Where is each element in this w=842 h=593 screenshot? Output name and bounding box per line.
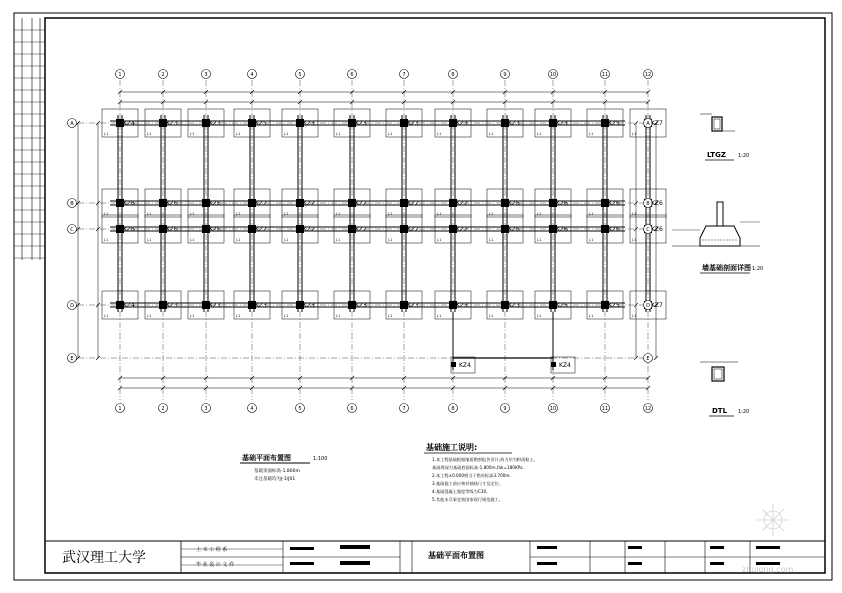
footing-label: J-1 xyxy=(437,132,442,136)
column-label: KZ3 xyxy=(166,302,178,309)
axis-bubble-top-label: 9 xyxy=(503,72,507,78)
stair-column-section xyxy=(551,362,556,367)
footing-label: J-1 xyxy=(336,238,341,242)
column-label: KZ4 xyxy=(123,302,135,309)
axis-bubble-top-label: 10 xyxy=(549,72,557,78)
column-label: KZ5 xyxy=(556,302,568,309)
column-label: KZ6 xyxy=(166,200,178,207)
column-label: KZ2 xyxy=(255,226,267,233)
axis-bubble-top-label: 7 xyxy=(402,72,406,78)
axis-bubble-bottom-label: 8 xyxy=(451,406,455,412)
plan-note-2: 未注基础均为J-1/J01 xyxy=(254,477,296,482)
column-label: KZ3 xyxy=(209,120,221,127)
column-label: KZ3 xyxy=(407,302,419,309)
footing-label: J-1 xyxy=(489,132,494,136)
footing-label: J-1 xyxy=(147,212,152,216)
footing-label: J-1 xyxy=(284,238,289,242)
axis-bubble-bottom-label: 11 xyxy=(601,406,609,412)
column-label: KZ3 xyxy=(508,302,520,309)
binding-strip xyxy=(14,18,45,260)
detail-ltgz-label: LTGZ xyxy=(707,151,726,159)
axis-bubble-left-label: B xyxy=(70,201,74,207)
column-label: KZ4 xyxy=(123,120,135,127)
footing-label: J-1 xyxy=(104,132,109,136)
column-label: KZ3 xyxy=(456,120,468,127)
column-label: KZ4 xyxy=(559,362,571,369)
axis-bubble-right-label: E xyxy=(646,356,650,362)
drawing-name: 基础平面布置图 xyxy=(428,551,484,560)
detail-ltgz xyxy=(700,114,749,160)
axis-bubble-top-label: 1 xyxy=(118,72,122,78)
column-label: KZ2 xyxy=(407,226,419,233)
footing-label: J-1 xyxy=(437,314,442,318)
axis-bubble-bottom-label: 7 xyxy=(402,406,406,412)
column-label: KZ3 xyxy=(166,120,178,127)
stair-column-section xyxy=(451,362,456,367)
column-label: KZ6 xyxy=(123,226,135,233)
axis-bubble-top-label: 2 xyxy=(161,72,165,78)
footing-label: J-1 xyxy=(147,314,152,318)
column-label: KZ7 xyxy=(651,302,663,309)
footing-label: J-1 xyxy=(336,314,341,318)
footing-label: J-1 xyxy=(388,212,393,216)
column-label: KZ6 xyxy=(608,226,620,233)
foundation-plan xyxy=(68,70,667,413)
column-label: KZ6 xyxy=(123,200,135,207)
plan-scale: 1:100 xyxy=(313,456,328,462)
construction-notes xyxy=(424,442,538,503)
column-label: KZ5 xyxy=(255,120,267,127)
detail-dtl xyxy=(700,362,749,416)
column-label: KZ3 xyxy=(303,302,315,309)
note-line: 1.本工程基础根据地质勘察报告设计,持力层为粉质粘土。 xyxy=(432,457,538,462)
column-label: KZ6 xyxy=(651,226,663,233)
axis-bubble-left-label: C xyxy=(70,227,74,233)
axis-bubble-right-label: C xyxy=(646,227,650,233)
footing-label: J-1 xyxy=(236,238,241,242)
footing-label: J-1 xyxy=(336,212,341,216)
footing-label: J-1 xyxy=(632,314,637,318)
axis-bubble-top-label: 12 xyxy=(644,72,652,78)
note-line: 基础埋深为基础底面标高-1.800m,fak=180KPa. xyxy=(432,465,524,470)
axis-bubble-top-label: 4 xyxy=(250,72,254,78)
footing-label: J-1 xyxy=(589,314,594,318)
axis-bubble-left-label: A xyxy=(70,121,74,127)
detail-dtl-label: DTL xyxy=(712,407,728,415)
footing-label: J-1 xyxy=(190,314,195,318)
footing-label: J-1 xyxy=(284,132,289,136)
axis-bubble-right-label: A xyxy=(646,121,650,127)
axis-bubble-top-label: 11 xyxy=(601,72,609,78)
notes-heading: 基础施工说明: xyxy=(426,443,478,452)
footing-label: J-1 xyxy=(190,238,195,242)
column-label: KZ6 xyxy=(166,226,178,233)
footing-label: J-1 xyxy=(147,238,152,242)
footing-label: J-1 xyxy=(632,132,637,136)
footing-label: J-1 xyxy=(190,132,195,136)
axis-bubble-top-label: 3 xyxy=(204,72,208,78)
axis-bubble-top-label: 6 xyxy=(350,72,354,78)
title-block xyxy=(45,541,825,573)
axis-bubble-left-label: E xyxy=(70,356,74,362)
column-label: KZ6 xyxy=(651,200,663,207)
column-label: KZ3 xyxy=(355,120,367,127)
column-label: KZ5 xyxy=(608,302,620,309)
footing-label: J-1 xyxy=(589,238,594,242)
column-label: KZ2 xyxy=(255,200,267,207)
footing-label: J-1 xyxy=(388,314,393,318)
note-line: 2.本工程±0.000相当于绝对标高3.700m. xyxy=(432,473,511,478)
axis-bubble-bottom-label: 2 xyxy=(161,406,165,412)
column-label: KZ2 xyxy=(456,200,468,207)
axis-bubble-bottom-label: 10 xyxy=(549,406,557,412)
footing-label: J-1 xyxy=(489,238,494,242)
footing-label: J-1 xyxy=(537,238,542,242)
note-line: 3.基础施工前应核对轴线尺寸及定位。 xyxy=(432,481,503,486)
footing-label: J-1 xyxy=(589,132,594,136)
footing-label: J-1 xyxy=(104,314,109,318)
plan-note-1: 基础顶面标高-1.800m xyxy=(254,469,300,474)
footing-label: J-1 xyxy=(437,238,442,242)
axis-bubble-bottom-label: 4 xyxy=(250,406,254,412)
dept-line-2: 毕 业 设 计 文 件 xyxy=(196,562,234,568)
plan-title-block xyxy=(240,453,327,482)
sheet-outer-border xyxy=(14,13,832,580)
axis-bubble-top-label: 5 xyxy=(298,72,302,78)
footing-label: J-1 xyxy=(388,238,393,242)
axis-bubble-left-label: D xyxy=(70,303,74,309)
axis-bubble-bottom-label: 5 xyxy=(298,406,302,412)
footing-label: J-1 xyxy=(104,238,109,242)
column-label: KZ2 xyxy=(355,226,367,233)
footing-label: J-1 xyxy=(489,212,494,216)
footing-label: J-1 xyxy=(284,314,289,318)
footing-label: J-1 xyxy=(537,314,542,318)
detail-ltgz-scale: 1:20 xyxy=(738,153,750,159)
footing-label: J-1 xyxy=(489,314,494,318)
note-line: 5.其他未尽事宜按国家现行规范施工。 xyxy=(432,497,503,502)
footing-label: J-1 xyxy=(336,132,341,136)
detail-dtl-scale: 1:20 xyxy=(738,409,750,415)
axis-bubble-bottom-label: 1 xyxy=(118,406,122,412)
footing-label: J-1 xyxy=(190,212,195,216)
plan-title: 基础平面布置图 xyxy=(242,454,291,462)
footing-label: J-1 xyxy=(236,132,241,136)
school-name: 武汉理工大学 xyxy=(62,550,146,566)
footing-label: J-1 xyxy=(236,314,241,318)
axis-bubble-right-label: D xyxy=(646,303,650,309)
detail-wall-scale: 1:20 xyxy=(752,266,764,272)
detail-wall-label: 墙基础剖面详图 xyxy=(702,264,751,272)
column-label: KZ6 xyxy=(508,200,520,207)
axis-bubble-bottom-label: 3 xyxy=(204,406,208,412)
column-label: KZ6 xyxy=(556,200,568,207)
axis-bubble-bottom-label: 9 xyxy=(503,406,507,412)
column-label: KZ2 xyxy=(407,200,419,207)
detail-wall-section xyxy=(672,202,763,273)
footing-label: J-1 xyxy=(632,238,637,242)
column-label: KZ3 xyxy=(303,120,315,127)
note-line: 4.基础混凝土强度等级为C30。 xyxy=(432,489,491,494)
column-label: KZ7 xyxy=(651,120,663,127)
footing-label: J-1 xyxy=(589,212,594,216)
column-label: KZ6 xyxy=(608,200,620,207)
column-label: KZ2 xyxy=(355,200,367,207)
column-label: KZ3 xyxy=(255,302,267,309)
footing-label: J-1 xyxy=(104,212,109,216)
column-label: KZ3 xyxy=(209,302,221,309)
column-label: KZ2 xyxy=(456,226,468,233)
footing-label: J-1 xyxy=(147,132,152,136)
column-label: KZ3 xyxy=(407,120,419,127)
footing-label: J-1 xyxy=(437,212,442,216)
column-label: KZ6 xyxy=(209,200,221,207)
column-label: KZ6 xyxy=(209,226,221,233)
axis-bubble-bottom-label: 6 xyxy=(350,406,354,412)
column-label: KZ3 xyxy=(556,120,568,127)
column-label: KZ3 xyxy=(508,120,520,127)
dept-line-1: 土 木 工 程 系 xyxy=(196,547,228,553)
column-label: KZ6 xyxy=(508,226,520,233)
column-label: KZ5 xyxy=(608,120,620,127)
column-label: KZ3 xyxy=(456,302,468,309)
axis-bubble-bottom-label: 12 xyxy=(644,406,652,412)
column-label: KZ3 xyxy=(355,302,367,309)
footing-label: J-1 xyxy=(284,212,289,216)
column-label: KZ2 xyxy=(303,226,315,233)
footing-label: J-1 xyxy=(537,212,542,216)
column-label: KZ6 xyxy=(556,226,568,233)
axis-bubble-top-label: 8 xyxy=(451,72,455,78)
footing-label: J-1 xyxy=(632,212,637,216)
axis-bubble-right-label: B xyxy=(646,201,650,207)
footing-label: J-1 xyxy=(236,212,241,216)
column-label: KZ2 xyxy=(303,200,315,207)
watermark-text: zhulong.com xyxy=(742,565,794,574)
column-label: KZ4 xyxy=(459,362,471,369)
footing-label: J-1 xyxy=(537,132,542,136)
footing-label: J-1 xyxy=(388,132,393,136)
